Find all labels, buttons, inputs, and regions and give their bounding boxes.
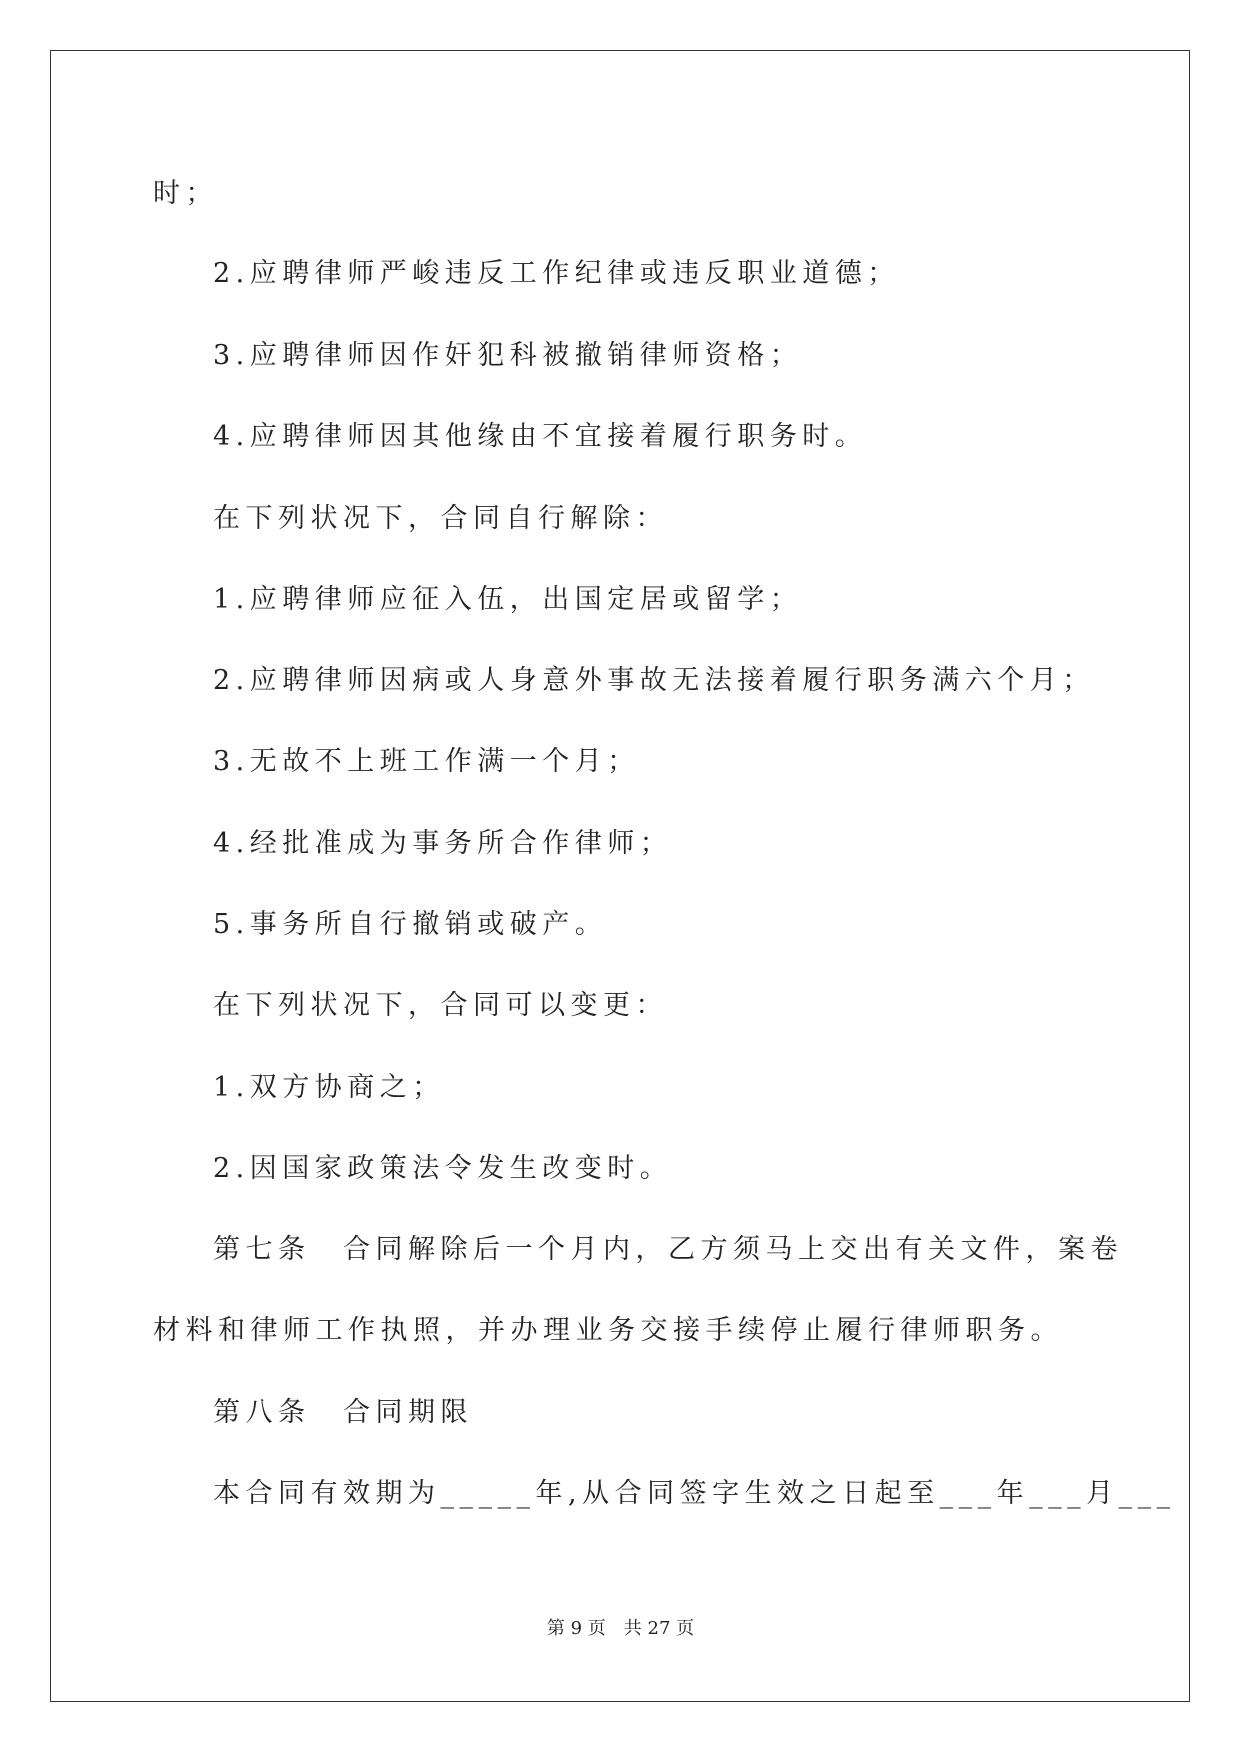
text-line: 4.经批准成为事务所合作律师；: [213, 828, 673, 859]
page-border: [50, 50, 1190, 1702]
text-line: 4.应聘律师因其他缘由不宜接着履行职务时。: [213, 421, 868, 452]
page-number-footer: 第 9 页 共 27 页: [546, 1618, 695, 1639]
text-line: 材料和律师工作执照，并办理业务交接手续停止履行律师职务。: [153, 1315, 1063, 1346]
text-line: 时；: [153, 178, 218, 209]
text-line: 第八条 合同期限: [213, 1397, 473, 1428]
text-line: 2.应聘律师因病或人身意外事故无法接着履行职务满六个月；: [213, 665, 1095, 696]
text-line: 2.因国家政策法令发生改变时。: [213, 1153, 673, 1184]
text-line: 在下列状况下，合同自行解除：: [213, 503, 668, 534]
text-line: 1.双方协商之；: [213, 1072, 445, 1103]
text-line: 2.应聘律师严峻违反工作纪律或违反职业道德；: [213, 258, 900, 289]
text-line: 3.无故不上班工作满一个月；: [213, 746, 640, 777]
text-line: 在下列状况下，合同可以变更：: [213, 990, 668, 1021]
text-line: 1.应聘律师应征入伍，出国定居或留学；: [213, 584, 803, 615]
text-line: 第七条 合同解除后一个月内，乙方须马上交出有关文件，案卷: [213, 1234, 1123, 1265]
text-line: 5.事务所自行撤销或破产。: [213, 909, 608, 940]
text-line: 3.应聘律师因作奸犯科被撤销律师资格；: [213, 340, 803, 371]
text-line: 本合同有效期为_____年,从合同签字生效之日起至___年___月___: [213, 1478, 1176, 1509]
